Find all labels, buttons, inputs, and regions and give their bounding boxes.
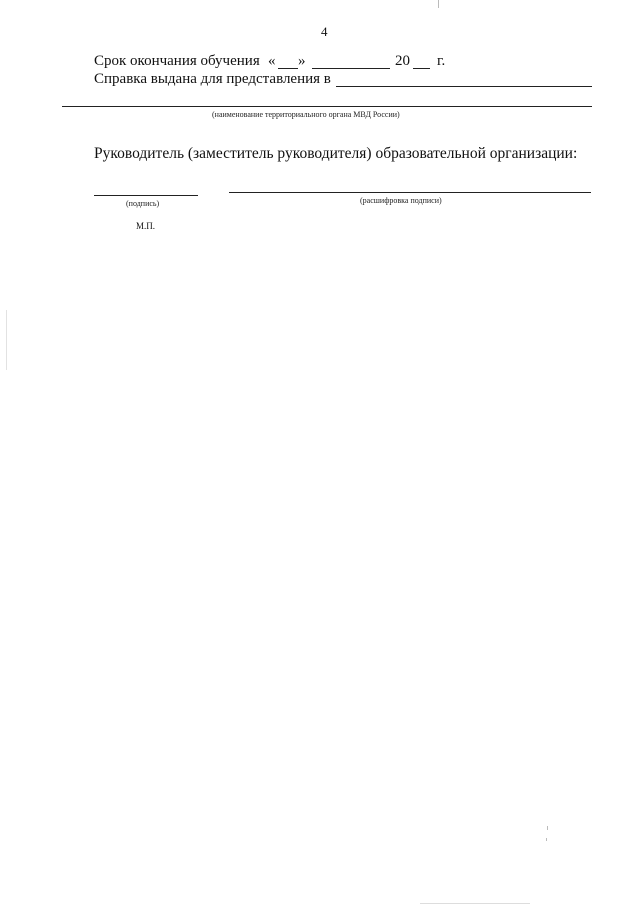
month-blank — [312, 68, 390, 69]
close-quote: » — [298, 53, 306, 69]
head-heading: Руководитель (заместитель руководителя) образовательной организации: — [94, 145, 578, 162]
page-number: 4 — [321, 24, 328, 39]
scan-mark-top — [438, 0, 439, 8]
scan-mark-bottom-2 — [546, 838, 547, 841]
scan-mark-bottom-1 — [547, 826, 548, 830]
signature-decoding-caption: (расшифровка подписи) — [360, 196, 442, 205]
scan-mark-left — [6, 310, 7, 370]
recipient-blank — [336, 86, 592, 87]
organ-name-blank — [62, 106, 592, 107]
organ-name-caption: (наименование территориального органа МВД России) — [212, 110, 400, 119]
open-quote: « — [268, 53, 276, 69]
year-suffix: г. — [437, 53, 446, 69]
year-prefix: 20 — [395, 53, 410, 69]
stamp-place: М.П. — [136, 221, 156, 231]
scan-mark-bottom-edge — [420, 903, 530, 904]
certificate-label: Справка выдана для представления в — [94, 71, 331, 87]
day-blank — [278, 68, 298, 69]
year-blank — [413, 68, 430, 69]
signature-blank — [94, 195, 198, 196]
signature-decoding-blank — [229, 192, 591, 193]
signature-caption: (подпись) — [126, 199, 160, 208]
end-date-label: Срок окончания обучения — [94, 53, 260, 69]
